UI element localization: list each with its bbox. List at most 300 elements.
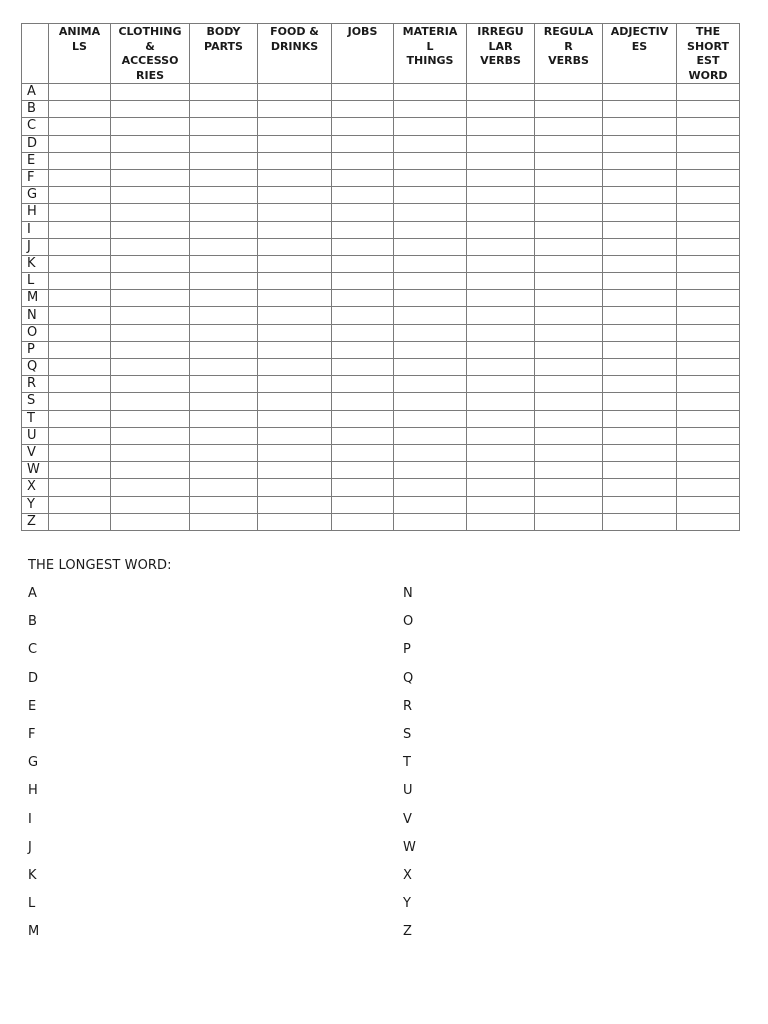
answer-cell[interactable]	[190, 496, 258, 513]
longest-word-letter: E	[28, 698, 37, 714]
row-letter: Q	[22, 359, 49, 376]
answer-cell[interactable]	[332, 376, 394, 393]
table-row	[22, 238, 740, 255]
answer-cell[interactable]	[258, 221, 332, 238]
answer-cell[interactable]	[467, 255, 535, 272]
answer-cell[interactable]	[111, 462, 190, 479]
answer-cell[interactable]	[677, 513, 740, 530]
answer-cell[interactable]	[111, 84, 190, 101]
answer-cell[interactable]	[49, 204, 111, 221]
answer-cell[interactable]	[467, 462, 535, 479]
corner-cell	[22, 24, 49, 84]
answer-cell[interactable]	[535, 513, 603, 530]
answer-cell[interactable]	[190, 204, 258, 221]
answer-cell[interactable]	[332, 135, 394, 152]
answer-cell[interactable]	[332, 410, 394, 427]
answer-cell[interactable]	[467, 479, 535, 496]
answer-cell[interactable]	[535, 307, 603, 324]
longest-word-letters-right	[403, 586, 416, 952]
answer-cell[interactable]	[677, 204, 740, 221]
answer-cell[interactable]	[190, 238, 258, 255]
table-row	[22, 393, 740, 410]
column-header: THE SHORT EST WORD	[677, 24, 740, 84]
answer-cell[interactable]	[258, 238, 332, 255]
answer-cell[interactable]	[467, 204, 535, 221]
answer-cell[interactable]	[332, 273, 394, 290]
answer-cell[interactable]	[332, 359, 394, 376]
answer-cell[interactable]	[49, 84, 111, 101]
answer-cell[interactable]	[190, 376, 258, 393]
answer-cell[interactable]	[394, 393, 467, 410]
answer-cell[interactable]	[111, 135, 190, 152]
answer-cell[interactable]	[258, 324, 332, 341]
row-letter: T	[22, 410, 49, 427]
answer-cell[interactable]	[49, 152, 111, 169]
answer-cell[interactable]	[190, 187, 258, 204]
answer-cell[interactable]	[677, 238, 740, 255]
longest-word-letter: D	[28, 670, 39, 686]
answer-cell[interactable]	[49, 341, 111, 358]
answer-cell[interactable]	[49, 273, 111, 290]
answer-cell[interactable]	[332, 462, 394, 479]
answer-cell[interactable]	[677, 393, 740, 410]
answer-cell[interactable]	[332, 255, 394, 272]
answer-cell[interactable]	[603, 410, 677, 427]
answer-cell[interactable]	[190, 221, 258, 238]
answer-cell[interactable]	[535, 479, 603, 496]
answer-cell[interactable]	[603, 341, 677, 358]
answer-cell[interactable]	[535, 393, 603, 410]
answer-cell[interactable]	[258, 169, 332, 186]
answer-cell[interactable]	[677, 444, 740, 461]
answer-cell[interactable]	[467, 169, 535, 186]
answer-cell[interactable]	[535, 359, 603, 376]
answer-cell[interactable]	[535, 427, 603, 444]
answer-cell[interactable]	[49, 410, 111, 427]
answer-cell[interactable]	[394, 273, 467, 290]
answer-cell[interactable]	[394, 187, 467, 204]
answer-cell[interactable]	[677, 221, 740, 238]
answer-cell[interactable]	[603, 135, 677, 152]
answer-cell[interactable]	[535, 255, 603, 272]
answer-cell[interactable]	[190, 290, 258, 307]
column-header: JOBS	[332, 24, 394, 84]
answer-cell[interactable]	[332, 427, 394, 444]
answer-cell[interactable]	[332, 393, 394, 410]
answer-cell[interactable]	[49, 427, 111, 444]
answer-cell[interactable]	[111, 410, 190, 427]
answer-cell[interactable]	[467, 221, 535, 238]
longest-word-letter: B	[28, 614, 37, 630]
answer-cell[interactable]	[394, 84, 467, 101]
answer-cell[interactable]	[677, 118, 740, 135]
answer-cell[interactable]	[190, 169, 258, 186]
answer-cell[interactable]	[111, 273, 190, 290]
answer-cell[interactable]	[190, 135, 258, 152]
answer-cell[interactable]	[49, 444, 111, 461]
answer-cell[interactable]	[190, 444, 258, 461]
answer-cell[interactable]	[49, 290, 111, 307]
answer-cell[interactable]	[190, 410, 258, 427]
answer-cell[interactable]	[111, 359, 190, 376]
answer-cell[interactable]	[467, 84, 535, 101]
answer-cell[interactable]	[258, 204, 332, 221]
answer-cell[interactable]	[332, 84, 394, 101]
answer-cell[interactable]	[535, 462, 603, 479]
answer-cell[interactable]	[258, 307, 332, 324]
answer-cell[interactable]	[603, 221, 677, 238]
answer-cell[interactable]	[190, 152, 258, 169]
answer-cell[interactable]	[535, 101, 603, 118]
answer-cell[interactable]	[394, 238, 467, 255]
answer-cell[interactable]	[467, 341, 535, 358]
answer-cell[interactable]	[603, 324, 677, 341]
answer-cell[interactable]	[535, 496, 603, 513]
answer-cell[interactable]	[394, 290, 467, 307]
answer-cell[interactable]	[111, 513, 190, 530]
answer-cell[interactable]	[190, 513, 258, 530]
answer-cell[interactable]	[603, 393, 677, 410]
answer-cell[interactable]	[258, 84, 332, 101]
answer-cell[interactable]	[677, 341, 740, 358]
answer-cell[interactable]	[49, 221, 111, 238]
answer-cell[interactable]	[332, 204, 394, 221]
answer-cell[interactable]	[258, 118, 332, 135]
answer-cell[interactable]	[603, 169, 677, 186]
answer-cell[interactable]	[467, 513, 535, 530]
answer-cell[interactable]	[111, 238, 190, 255]
answer-cell[interactable]	[603, 496, 677, 513]
answer-cell[interactable]	[603, 118, 677, 135]
answer-cell[interactable]	[535, 169, 603, 186]
answer-cell[interactable]	[677, 307, 740, 324]
answer-cell[interactable]	[258, 393, 332, 410]
answer-cell[interactable]	[332, 324, 394, 341]
answer-cell[interactable]	[258, 496, 332, 513]
answer-cell[interactable]	[467, 376, 535, 393]
answer-cell[interactable]	[677, 359, 740, 376]
answer-cell[interactable]	[190, 84, 258, 101]
answer-cell[interactable]	[394, 496, 467, 513]
answer-cell[interactable]	[467, 118, 535, 135]
answer-cell[interactable]	[258, 255, 332, 272]
row-letter: K	[22, 255, 49, 272]
answer-cell[interactable]	[111, 324, 190, 341]
answer-cell[interactable]	[394, 410, 467, 427]
answer-cell[interactable]	[394, 307, 467, 324]
answer-cell[interactable]	[111, 427, 190, 444]
answer-cell[interactable]	[49, 479, 111, 496]
answer-cell[interactable]	[49, 376, 111, 393]
answer-cell[interactable]	[677, 169, 740, 186]
answer-cell[interactable]	[467, 324, 535, 341]
answer-cell[interactable]	[603, 427, 677, 444]
answer-cell[interactable]	[677, 187, 740, 204]
row-letter: I	[22, 221, 49, 238]
answer-cell[interactable]	[190, 273, 258, 290]
answer-cell[interactable]	[49, 513, 111, 530]
answer-cell[interactable]	[332, 221, 394, 238]
answer-cell[interactable]	[677, 135, 740, 152]
answer-cell[interactable]	[535, 324, 603, 341]
answer-cell[interactable]	[394, 479, 467, 496]
answer-cell[interactable]	[111, 152, 190, 169]
longest-word-letter: X	[403, 867, 412, 883]
answer-cell[interactable]	[467, 238, 535, 255]
answer-cell[interactable]	[394, 152, 467, 169]
answer-cell[interactable]	[111, 341, 190, 358]
answer-cell[interactable]	[603, 307, 677, 324]
answer-cell[interactable]	[677, 427, 740, 444]
answer-cell[interactable]	[677, 290, 740, 307]
answer-cell[interactable]	[332, 238, 394, 255]
answer-cell[interactable]	[258, 101, 332, 118]
answer-cell[interactable]	[394, 204, 467, 221]
row-letter: L	[22, 273, 49, 290]
row-letter: O	[22, 324, 49, 341]
answer-cell[interactable]	[258, 479, 332, 496]
answer-cell[interactable]	[394, 462, 467, 479]
answer-cell[interactable]	[49, 255, 111, 272]
answer-cell[interactable]	[111, 479, 190, 496]
answer-cell[interactable]	[535, 84, 603, 101]
answer-cell[interactable]	[332, 118, 394, 135]
longest-word-letter: R	[403, 698, 413, 714]
answer-cell[interactable]	[394, 341, 467, 358]
answer-cell[interactable]	[535, 204, 603, 221]
answer-cell[interactable]	[49, 101, 111, 118]
answer-cell[interactable]	[111, 187, 190, 204]
answer-cell[interactable]	[394, 513, 467, 530]
answer-cell[interactable]	[394, 169, 467, 186]
answer-cell[interactable]	[258, 135, 332, 152]
answer-cell[interactable]	[394, 255, 467, 272]
answer-cell[interactable]	[111, 307, 190, 324]
table-row	[22, 135, 740, 152]
answer-cell[interactable]	[49, 187, 111, 204]
answer-cell[interactable]	[111, 496, 190, 513]
longest-word-letter: A	[28, 586, 37, 601]
alphabet-category-table	[21, 23, 740, 531]
answer-cell[interactable]	[677, 101, 740, 118]
table-row	[22, 169, 740, 186]
answer-cell[interactable]	[49, 462, 111, 479]
answer-cell[interactable]	[332, 187, 394, 204]
answer-cell[interactable]	[332, 169, 394, 186]
answer-cell[interactable]	[258, 187, 332, 204]
answer-cell[interactable]	[332, 444, 394, 461]
answer-cell[interactable]	[394, 427, 467, 444]
answer-cell[interactable]	[603, 513, 677, 530]
answer-cell[interactable]	[535, 135, 603, 152]
answer-cell[interactable]	[111, 118, 190, 135]
answer-cell[interactable]	[49, 324, 111, 341]
answer-cell[interactable]	[190, 462, 258, 479]
answer-cell[interactable]	[49, 169, 111, 186]
answer-cell[interactable]	[467, 187, 535, 204]
answer-cell[interactable]	[603, 376, 677, 393]
answer-cell[interactable]	[258, 410, 332, 427]
answer-cell[interactable]	[535, 118, 603, 135]
answer-cell[interactable]	[111, 290, 190, 307]
answer-cell[interactable]	[535, 341, 603, 358]
table-row	[22, 410, 740, 427]
column-header: REGULA R VERBS	[535, 24, 603, 84]
answer-cell[interactable]	[677, 376, 740, 393]
answer-cell[interactable]	[190, 427, 258, 444]
answer-cell[interactable]	[677, 496, 740, 513]
answer-cell[interactable]	[49, 359, 111, 376]
answer-cell[interactable]	[603, 359, 677, 376]
answer-cell[interactable]	[258, 341, 332, 358]
answer-cell[interactable]	[190, 479, 258, 496]
answer-cell[interactable]	[49, 496, 111, 513]
longest-word-letter: V	[403, 811, 412, 827]
answer-cell[interactable]	[332, 513, 394, 530]
answer-cell[interactable]	[603, 84, 677, 101]
answer-cell[interactable]	[332, 307, 394, 324]
answer-cell[interactable]	[467, 410, 535, 427]
answer-cell[interactable]	[603, 152, 677, 169]
answer-cell[interactable]	[49, 135, 111, 152]
answer-cell[interactable]	[258, 427, 332, 444]
answer-cell[interactable]	[603, 204, 677, 221]
answer-cell[interactable]	[111, 255, 190, 272]
answer-cell[interactable]	[49, 307, 111, 324]
longest-word-letter: L	[28, 896, 36, 912]
longest-word-title: THE LONGEST WORD:	[28, 558, 172, 573]
answer-cell[interactable]	[190, 359, 258, 376]
answer-cell[interactable]	[467, 273, 535, 290]
answer-cell[interactable]	[677, 273, 740, 290]
answer-cell[interactable]	[332, 479, 394, 496]
answer-cell[interactable]	[394, 101, 467, 118]
answer-cell[interactable]	[258, 290, 332, 307]
answer-cell[interactable]	[603, 273, 677, 290]
answer-cell[interactable]	[535, 410, 603, 427]
answer-cell[interactable]	[190, 101, 258, 118]
longest-word-letter: C	[28, 642, 38, 658]
answer-cell[interactable]	[258, 513, 332, 530]
answer-cell[interactable]	[467, 496, 535, 513]
answer-cell[interactable]	[535, 238, 603, 255]
answer-cell[interactable]	[111, 101, 190, 118]
answer-cell[interactable]	[258, 273, 332, 290]
answer-cell[interactable]	[535, 221, 603, 238]
longest-word-letter: K	[28, 867, 37, 883]
table-row	[22, 221, 740, 238]
answer-cell[interactable]	[258, 376, 332, 393]
column-header: MATERIA L THINGS	[394, 24, 467, 84]
answer-cell[interactable]	[603, 479, 677, 496]
row-letter: V	[22, 444, 49, 461]
row-letter: A	[22, 84, 49, 101]
answer-cell[interactable]	[190, 341, 258, 358]
answer-cell[interactable]	[677, 152, 740, 169]
answer-cell[interactable]	[603, 187, 677, 204]
answer-cell[interactable]	[394, 324, 467, 341]
answer-cell[interactable]	[677, 462, 740, 479]
answer-cell[interactable]	[467, 152, 535, 169]
answer-cell[interactable]	[603, 462, 677, 479]
answer-cell[interactable]	[258, 462, 332, 479]
answer-cell[interactable]	[394, 376, 467, 393]
answer-cell[interactable]	[677, 324, 740, 341]
answer-cell[interactable]	[190, 307, 258, 324]
table-row	[22, 324, 740, 341]
answer-cell[interactable]	[394, 359, 467, 376]
answer-cell[interactable]	[467, 444, 535, 461]
answer-cell[interactable]	[535, 273, 603, 290]
answer-cell[interactable]	[111, 376, 190, 393]
answer-cell[interactable]	[332, 101, 394, 118]
answer-cell[interactable]	[677, 410, 740, 427]
answer-cell[interactable]	[603, 238, 677, 255]
answer-cell[interactable]	[332, 341, 394, 358]
answer-cell[interactable]	[394, 444, 467, 461]
answer-cell[interactable]	[332, 496, 394, 513]
answer-cell[interactable]	[49, 118, 111, 135]
row-letter: Z	[22, 513, 49, 530]
answer-cell[interactable]	[111, 393, 190, 410]
table-row	[22, 359, 740, 376]
answer-cell[interactable]	[258, 152, 332, 169]
answer-cell[interactable]	[535, 376, 603, 393]
answer-cell[interactable]	[603, 255, 677, 272]
longest-word-letter: W	[403, 839, 416, 855]
answer-cell[interactable]	[677, 255, 740, 272]
answer-cell[interactable]	[190, 118, 258, 135]
answer-cell[interactable]	[467, 101, 535, 118]
answer-cell[interactable]	[394, 118, 467, 135]
answer-cell[interactable]	[190, 324, 258, 341]
answer-cell[interactable]	[467, 307, 535, 324]
answer-cell[interactable]	[467, 359, 535, 376]
answer-cell[interactable]	[603, 444, 677, 461]
answer-cell[interactable]	[535, 187, 603, 204]
answer-cell[interactable]	[258, 444, 332, 461]
table-row	[22, 204, 740, 221]
answer-cell[interactable]	[190, 393, 258, 410]
answer-cell[interactable]	[467, 135, 535, 152]
answer-cell[interactable]	[332, 152, 394, 169]
answer-cell[interactable]	[111, 444, 190, 461]
answer-cell[interactable]	[535, 152, 603, 169]
answer-cell[interactable]	[603, 101, 677, 118]
answer-cell[interactable]	[49, 393, 111, 410]
longest-word-letter: Y	[403, 896, 411, 912]
answer-cell[interactable]	[190, 255, 258, 272]
answer-cell[interactable]	[467, 290, 535, 307]
answer-cell[interactable]	[535, 444, 603, 461]
answer-cell[interactable]	[111, 169, 190, 186]
answer-cell[interactable]	[677, 479, 740, 496]
answer-cell[interactable]	[332, 290, 394, 307]
longest-word-letter: P	[403, 642, 411, 658]
answer-cell[interactable]	[467, 393, 535, 410]
answer-cell[interactable]	[467, 427, 535, 444]
answer-cell[interactable]	[394, 135, 467, 152]
answer-cell[interactable]	[49, 238, 111, 255]
answer-cell[interactable]	[111, 204, 190, 221]
answer-cell[interactable]	[535, 290, 603, 307]
answer-cell[interactable]	[258, 359, 332, 376]
answer-cell[interactable]	[677, 84, 740, 101]
answer-cell[interactable]	[111, 221, 190, 238]
answer-cell[interactable]	[603, 290, 677, 307]
table-row	[22, 273, 740, 290]
answer-cell[interactable]	[394, 221, 467, 238]
